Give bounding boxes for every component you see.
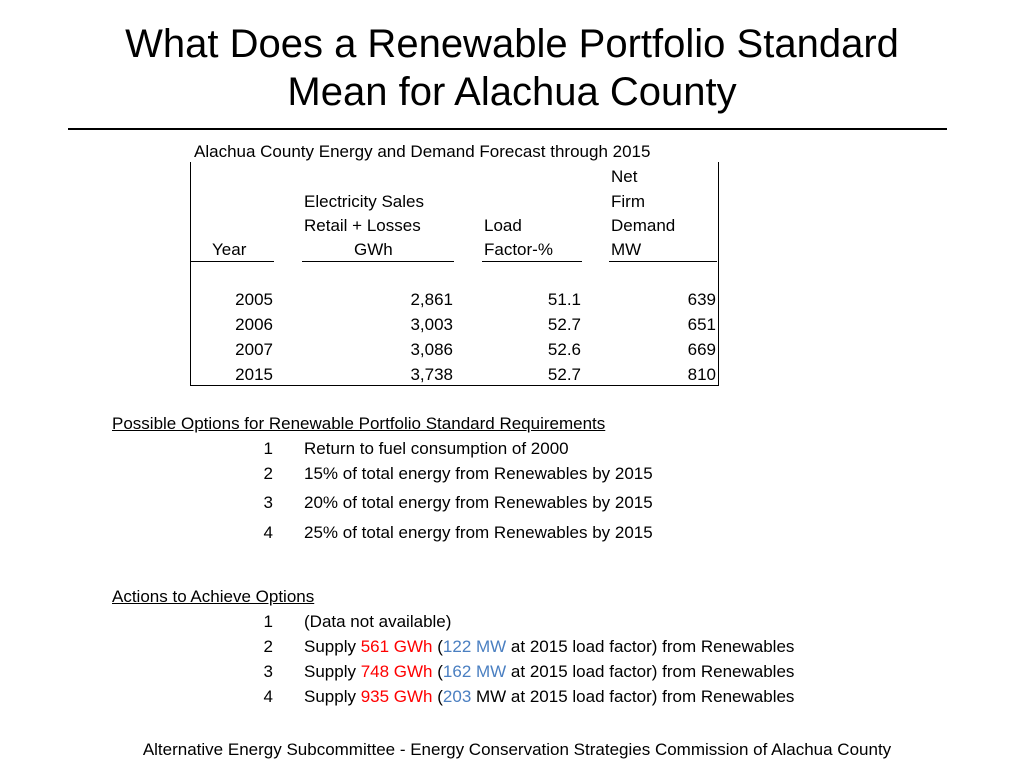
action-text — [304, 662, 794, 682]
action-text — [304, 687, 794, 707]
slide-title — [0, 20, 1024, 116]
gwh-value: 935 GWh — [360, 687, 433, 706]
header-demand-line-4: MW — [611, 240, 642, 259]
gwh-value: 748 GWh — [360, 662, 433, 681]
action-suffix: at 2015 load factor) from Renewables — [506, 662, 795, 681]
option-number: 3 — [263, 493, 273, 512]
action-prefix: Supply — [304, 637, 361, 656]
cell-load: 51.1 — [547, 290, 581, 309]
slide-title-line-2: Mean for Alachua County — [287, 70, 737, 114]
action-text: (Data not available) — [304, 612, 452, 631]
action-text — [304, 637, 794, 657]
action-number: 4 — [263, 687, 273, 706]
option-number: 4 — [263, 523, 273, 542]
header-demand-line-2: Firm — [611, 192, 645, 211]
header-rule-demand — [609, 261, 717, 262]
mw-value: 162 MW — [442, 662, 507, 681]
header-year: Year — [212, 240, 247, 259]
cell-sales: 3,003 — [410, 315, 453, 334]
option-number: 2 — [263, 464, 273, 483]
header-sales-line-3: GWh — [354, 240, 393, 259]
paren-open: ( — [432, 637, 443, 656]
cell-year: 2006 — [235, 315, 273, 334]
cell-year: 2005 — [235, 290, 273, 309]
header-sales-line-2: Retail + Losses — [304, 216, 421, 235]
actions-heading: Actions to Achieve Options — [112, 587, 315, 606]
mw-value: 203 — [442, 687, 472, 706]
slide-footer: Alternative Energy Subcommittee - Energy Conservation Strategies Commission of Alachua County — [142, 740, 892, 759]
header-rule-year — [190, 261, 274, 262]
header-load-line-1: Load — [484, 216, 522, 235]
cell-year: 2007 — [235, 340, 273, 359]
cell-load: 52.7 — [547, 315, 581, 334]
cell-sales: 3,738 — [410, 365, 453, 384]
option-text: Return to fuel consumption of 2000 — [304, 439, 569, 458]
action-number: 2 — [263, 637, 273, 656]
action-suffix: at 2015 load factor) from Renewables — [506, 637, 795, 656]
slide-title-line-1: What Does a Renewable Portfolio Standard — [125, 22, 899, 66]
option-text: 25% of total energy from Renewables by 2015 — [304, 523, 653, 542]
action-prefix: Supply — [304, 687, 361, 706]
action-prefix: Supply — [304, 662, 361, 681]
cell-demand: 669 — [687, 340, 716, 359]
header-load-line-2: Factor-% — [484, 240, 553, 259]
paren-open: ( — [432, 687, 443, 706]
cell-demand: 639 — [687, 290, 716, 309]
option-text: 15% of total energy from Renewables by 2015 — [304, 464, 653, 483]
paren-open: ( — [432, 662, 443, 681]
action-number: 1 — [263, 612, 273, 631]
options-heading: Possible Options for Renewable Portfolio Standard Requirements — [112, 414, 606, 433]
cell-demand: 651 — [687, 315, 716, 334]
option-number: 1 — [263, 439, 273, 458]
header-rule-load — [482, 261, 582, 262]
table-caption: Alachua County Energy and Demand Forecast through 2015 — [194, 142, 651, 161]
gwh-value: 561 GWh — [360, 637, 433, 656]
header-demand-line-3: Demand — [611, 216, 676, 235]
cell-load: 52.6 — [547, 340, 581, 359]
header-rule-sales — [302, 261, 454, 262]
mw-value: 122 MW — [442, 637, 507, 656]
cell-sales: 3,086 — [410, 340, 453, 359]
option-text: 20% of total energy from Renewables by 2015 — [304, 493, 653, 512]
title-divider — [68, 128, 947, 130]
header-sales-line-1: Electricity Sales — [304, 192, 424, 211]
cell-year: 2015 — [235, 365, 273, 384]
action-suffix: MW at 2015 load factor) from Renewables — [471, 687, 795, 706]
cell-sales: 2,861 — [410, 290, 453, 309]
header-demand-line-1: Net — [611, 167, 638, 186]
cell-load: 52.7 — [547, 365, 581, 384]
cell-demand: 810 — [687, 365, 716, 384]
action-number: 3 — [263, 662, 273, 681]
